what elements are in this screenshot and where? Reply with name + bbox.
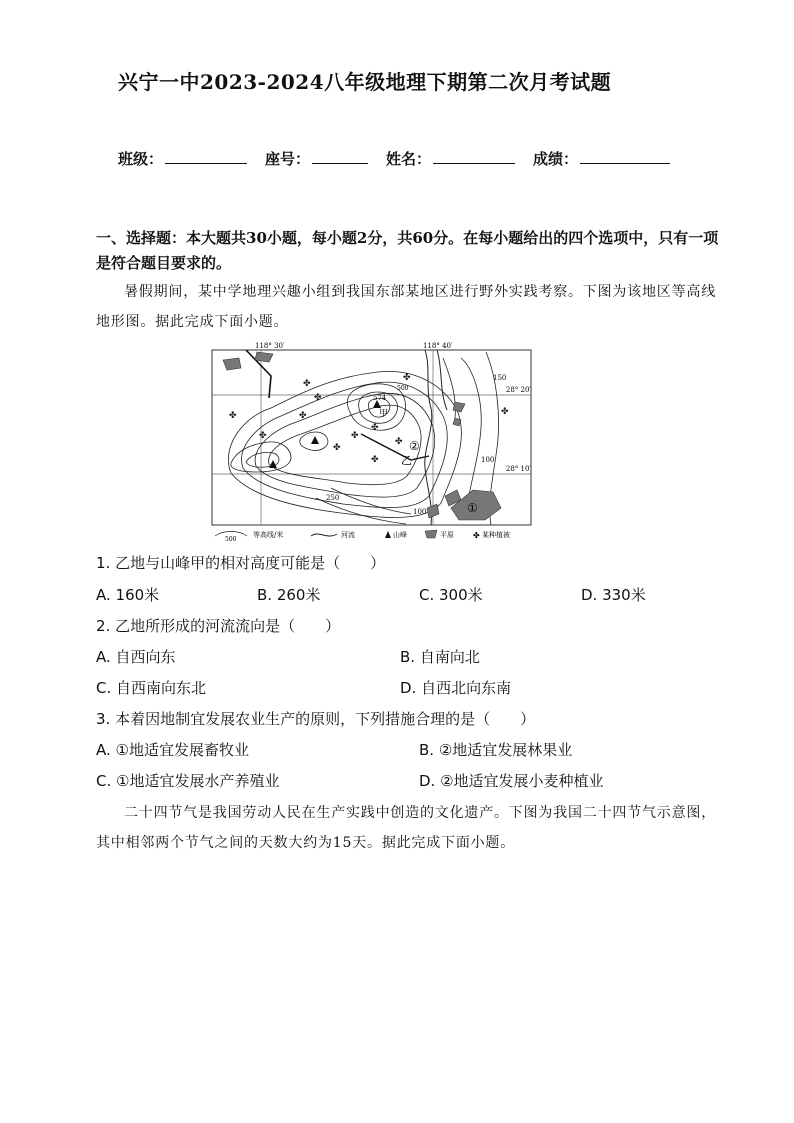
intro-paragraph-2: 二十四节气是我国劳动人民在生产实践中创造的文化遗产。下图为我国二十四节气示意图，其中相邻两个节气之间的天数大约为15天。据此完成下面小题。 [96,805,716,851]
peak-jia-label: 甲 [379,409,389,419]
legend-plain: 平原 [440,531,454,539]
contour-150-label: 150 [493,374,507,382]
legend-contour: 等高线/米 [253,531,284,539]
site-1-label: ① [467,501,478,515]
class-field[interactable] [118,147,247,169]
svg-text:✤: ✤ [351,431,359,441]
score-field[interactable] [533,147,670,169]
q3-option-a[interactable]: A. ①地适宜发展畜牧业 [96,741,249,759]
svg-text:✤: ✤ [303,379,311,389]
contour-100-label-2: 100 [413,508,427,516]
q3-option-b[interactable]: B. ②地适宜发展林果业 [419,741,573,759]
svg-text:✤: ✤ [371,455,379,465]
class-label: 班级： [118,150,164,168]
seat-label: 座号： [265,150,311,168]
student-info-row [118,147,688,169]
svg-text:✤: ✤ [299,411,307,421]
question-2-stem: 2. 乙地所形成的河流流向是（ ） [96,617,341,635]
svg-text:✤: ✤ [501,407,509,417]
q1-option-b[interactable]: B. 260米 [257,586,321,604]
contour-100-label: 100 [481,456,495,464]
q1-option-a[interactable]: A. 160米 [96,586,160,604]
svg-text:✤: ✤ [259,431,267,441]
seat-field[interactable] [265,147,368,169]
question-3-stem: 3. 本着因地制宜发展农业生产的原则，下列措施合理的是（ ） [96,710,536,728]
q2-option-c[interactable]: C. 自西南向东北 [96,679,207,697]
contour-250-label: 250 [326,494,340,502]
q1-option-c[interactable]: C. 300米 [419,586,483,604]
q2-option-d[interactable]: D. 自西北向东南 [400,679,512,697]
site-2-label: ② [409,439,420,453]
score-label: 成绩： [533,150,579,168]
legend-plant: 某种植被 [482,531,510,539]
legend-contour-value: 500 [225,536,237,543]
seat-blank[interactable] [312,147,368,164]
class-blank[interactable] [165,147,247,164]
map-legend [215,530,510,543]
legend-river: 河流 [341,531,355,539]
lon-left-label: 118° 30′ [255,342,285,350]
contour-map [211,338,533,544]
section-heading: 一、选择题：本大题共30小题，每小题2分，共60分。在每小题给出的四个选项中，只有一项是符合题目要求的。 [96,229,719,272]
svg-text:✤: ✤ [333,443,341,453]
svg-text:✤: ✤ [403,373,411,383]
lat-bottom-label: 28° 10′ [505,465,531,473]
name-field[interactable] [386,147,515,169]
lon-right-label: 118° 40′ [423,342,453,350]
peak-elevation: 574 [373,394,387,402]
svg-text:✤: ✤ [229,411,237,421]
svg-text:✤: ✤ [395,437,403,447]
vegetation-symbols [229,373,509,465]
contour-map-svg [211,338,533,544]
svg-text:✤: ✤ [473,531,480,540]
page-title: 兴宁一中2023-2024八年级地理下期第二次月考试题 [118,70,612,94]
contour-500-label: 500 [397,385,409,392]
question-1-stem: 1. 乙地与山峰甲的相对高度可能是（ ） [96,554,386,572]
rivers [425,350,447,525]
name-label: 姓名： [386,150,432,168]
name-blank[interactable] [433,147,515,164]
legend-peak: 山峰 [393,531,407,539]
q3-option-c[interactable]: C. ①地适宜发展水产养殖业 [96,772,280,790]
peak-markers [269,400,381,468]
intro-paragraph-1: 暑假期间，某中学地理兴趣小组到我国东部某地区进行野外实践考察。下图为该地区等高线地形图。据此完成下面小题。 [96,284,716,330]
point-yi-label: 乙 [401,454,412,467]
q2-option-b[interactable]: B. 自南向北 [400,648,480,666]
q1-option-d[interactable]: D. 330米 [581,586,646,604]
lat-top-label: 28° 20′ [505,386,531,394]
q3-option-d[interactable]: D. ②地适宜发展小麦种植业 [419,772,604,790]
svg-text:✤: ✤ [314,393,322,403]
score-blank[interactable] [580,147,670,164]
svg-text:✤: ✤ [371,423,379,433]
q2-option-a[interactable]: A. 自西向东 [96,648,176,666]
